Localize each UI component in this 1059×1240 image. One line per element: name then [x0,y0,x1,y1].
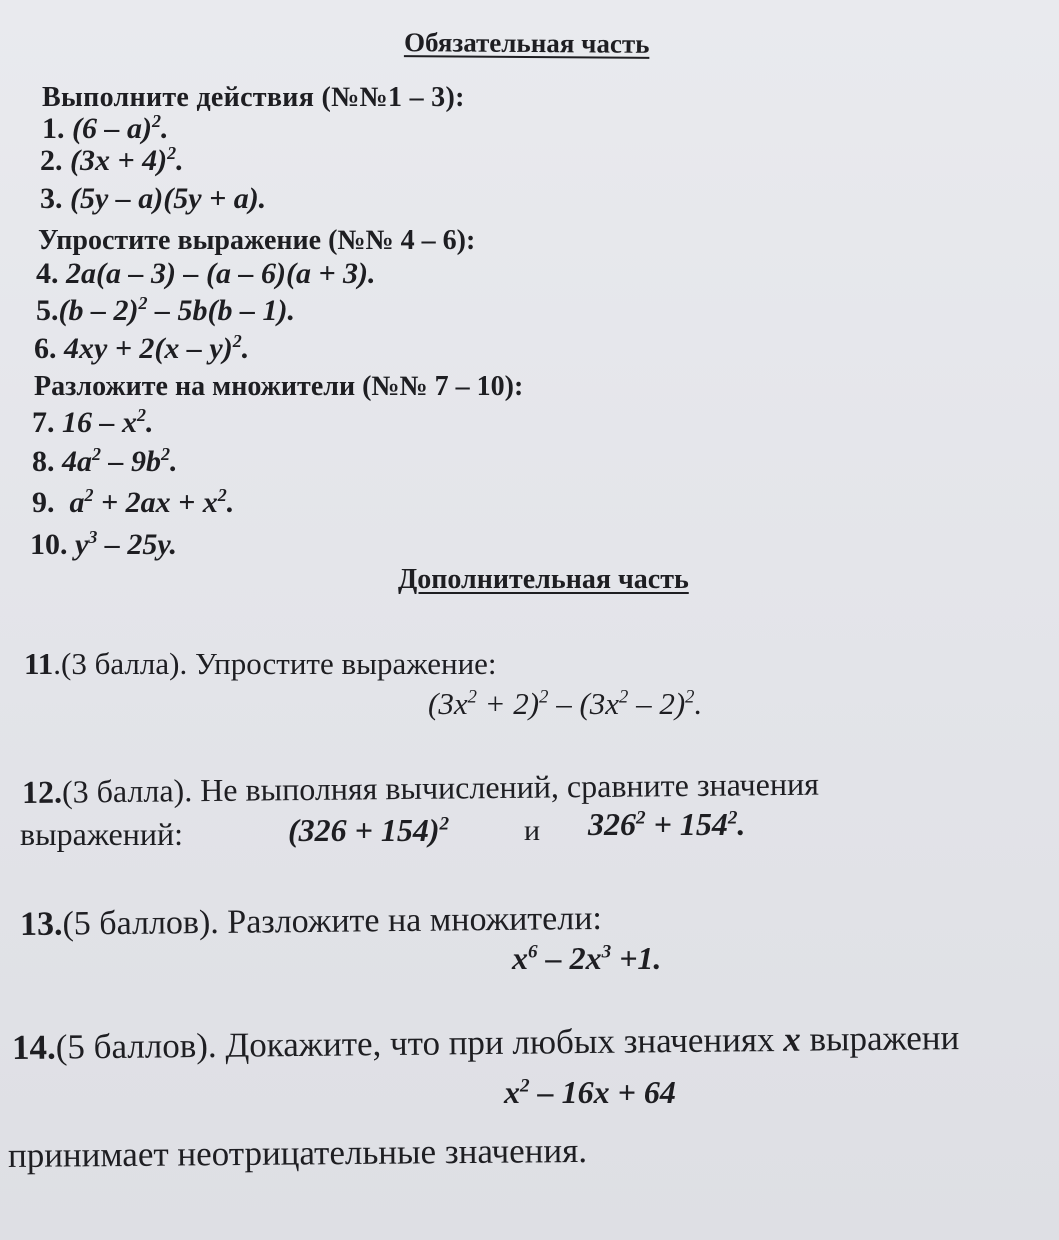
exercise-13-formula: $x^6 - 2x^3 +1$. [512,940,662,976]
exercise-12-line2: выражений: [20,816,183,852]
task-3: 3. (5y – a)(5y + a). [40,182,267,215]
task-7: 7. $16 - x^2$. [32,405,154,439]
exercise-12: 12.(3 балла). Не выполняя вычислений, сравните значения [21,765,820,810]
task-2: 2. $(3x + 4)^2$. [40,143,184,177]
task-5: 5.(b – 2)$^2$ – 5b(b – 1). [36,293,295,327]
exercise-11: 11.(3 балла). Упростите выражение: [24,646,497,681]
task-1: 1. (6 – a)$^2$. [42,111,169,145]
exercise-14: 14.(5 баллов). Докажите, что при любых значениях x выражени [11,1018,960,1067]
exercise-13: 13.(5 баллов). Разложите на множители: [19,899,603,943]
section-heading-3: Разложите на множители (№№ 7 – 10): [34,371,524,402]
exercise-12-expr-b: $326^2 + 154^2$. [588,806,746,842]
task-4: 4. 2a(a – 3) – (a – 6)(a + 3). [36,257,376,290]
exercise-12-and: и [524,814,541,847]
exercise-12-expr-a: $(326 + 154)^2$ [288,812,450,848]
task-8: 8. $4a^2 - 9b^2$. [32,444,178,478]
exercise-14-formula: $x^2 - 16x + 64$ [504,1074,676,1110]
part1-title: Обязательная часть [403,27,650,59]
section-heading-1: Выполните действия (№№1 – 3): [42,82,465,113]
exercise-14-line2: принимает неотрицательные значения. [7,1130,588,1175]
task-9: 9. $a^2 + 2ax + x^2$. [32,485,235,519]
section-heading-2: Упростите выражение (№№ 4 – 6): [38,225,476,256]
part2-title: Дополнительная часть [398,564,689,595]
task-10: 10. $y^3 - 25y$. [30,527,178,561]
exercise-11-formula: $(3x^2 + 2)^2 - (3x^2 - 2)^2$. [428,686,703,721]
task-6: 6. 4xy + 2(x – y)$^2$. [34,331,250,365]
